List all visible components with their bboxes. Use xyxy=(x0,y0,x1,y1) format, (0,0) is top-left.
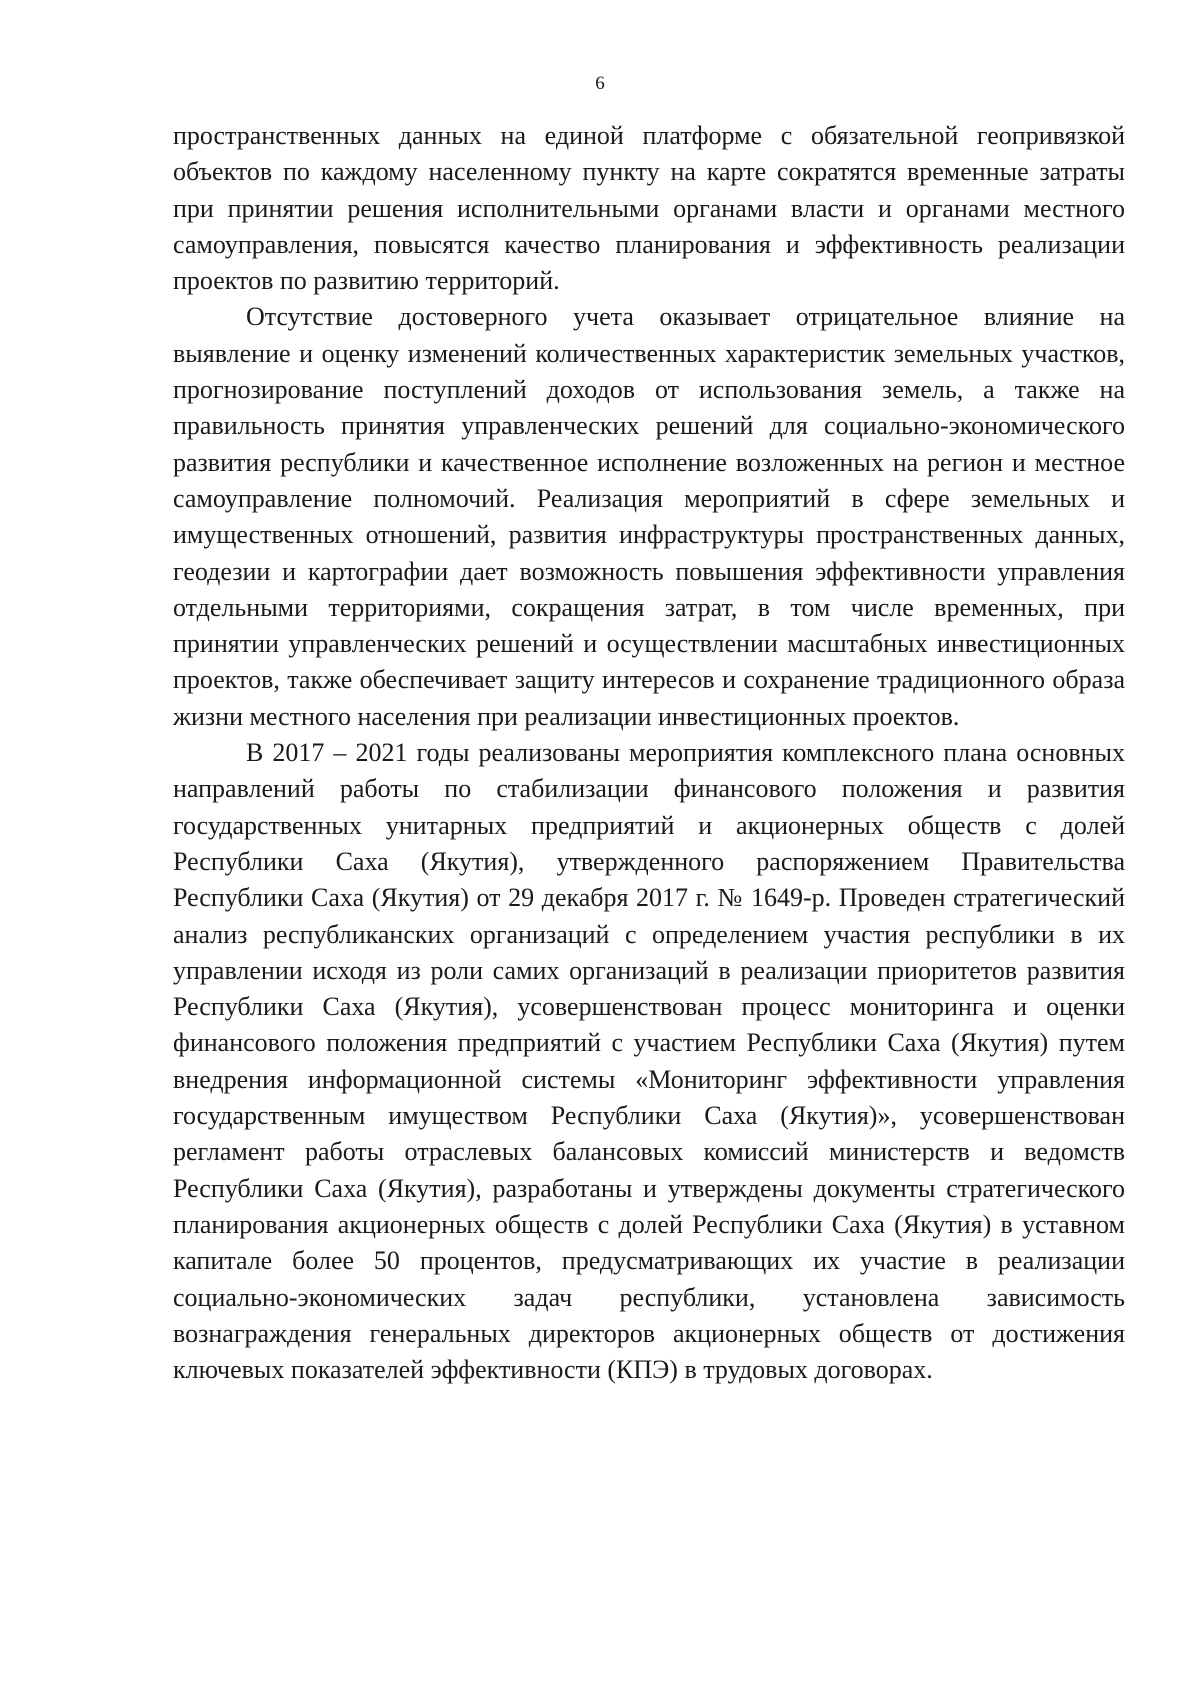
paragraph-land-accounting: Отсутствие достоверного учета оказывает отрицательное влияние на выявление и оценку изменений количественных характеристик земельных участков, прогнозирование поступлений доходов от использования земель, а также на правильность принятия управленческих решений для социально-экономического развития республики и качественное исполнение возложенных на регион и местное самоуправление полномочий. Реализация мероприятий в сфере земельных и имущественных отношений, развития инфраструктуры пространственных данных, геодезии и картографии дает возможность повышения эффективности управления отдельными территориями, сокращения затрат, в том числе временных, при принятии управленческих решений и осуществлении масштабных инвестиционных проектов, также обеспечивает защиту интересов и сохранение традиционного образа жизни местного населения при реализации инвестиционных проектов. xyxy=(173,302,1125,731)
paragraph-spatial-data: пространственных данных на единой платформе с обязательной геопривязкой объектов по каждому населенному пункту на карте сократятся временные затраты при принятии решения исполнительными органами власти и органами местного самоуправления, повысятся качество планирования и эффективность реализации проектов по развитию территорий. xyxy=(173,121,1125,296)
document-body xyxy=(173,118,1125,1388)
page-number: 6 xyxy=(595,73,605,94)
paragraph-comprehensive-plan: В 2017 – 2021 годы реализованы мероприятия комплексного плана основных направлений работы по стабилизации финансового положения и развития государственных унитарных предприятий и акционерных обществ с долей Республики Саха (Якутия), утвержденного распоряжением Правительства Республики Саха (Якутия) от 29 декабря 2017 г. № 1649-р. Проведен стратегический анализ республиканских организаций с определением участия республики в их управлении исходя из роли самих организаций в реализации приоритетов развития Республики Саха (Якутия), усовершенствован процесс мониторинга и оценки финансового положения предприятий с участием Республики Саха (Якутия) путем внедрения информационной системы «Мониторинг эффективности управления государственным имуществом Республики Саха (Якутия)», усовершенствован регламент работы отраслевых балансовых комиссий министерств и ведомств Республики Саха (Якутия), разработаны и утверждены документы стратегического планирования акционерных обществ с долей Республики Саха (Якутия) в уставном капитале более 50 процентов, предусматривающих их участие в реализации социально-экономических задач республики, установлена зависимость вознаграждения генеральных директоров акционерных обществ от достижения ключевых показателей эффективности (КПЭ) в трудовых договорах. xyxy=(173,738,1125,1385)
